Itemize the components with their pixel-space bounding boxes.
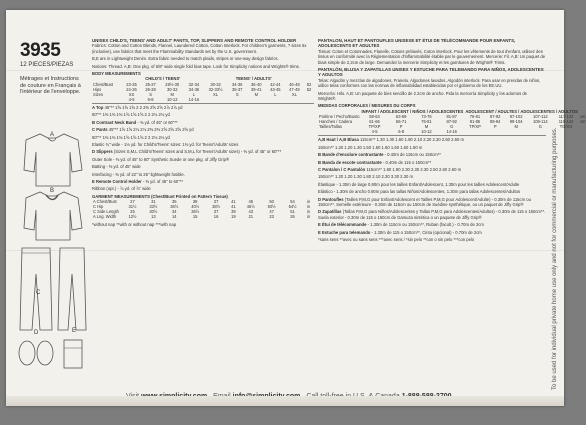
garment-row: C Side Length 25 30½ 34 36½ 37 39 43 47 51 in [93,209,311,215]
metrage-line: 150cm** 1.20 1.20 1.30 1.80 2.10 2.30 3.30 2.30 m [318,174,413,180]
body-measurements-heading: BODY MEASUREMENTS [92,71,141,77]
fabrics-text: Fabrics: Cotton and Cotton Blends, Flannel, Laundered Cotton, Cotton Interlock. For children's garments, ? sizes 6x (inclusive), use fabrics that meet the Flammability Standards set by the U.S. government. [92,43,307,54]
english-footnote: *without nap **with or without nap ***with nap [92,221,177,227]
metrage-line: A,B Haut / A,B Blusa 115cm** 1.30 1.30 1.60 1.90 2.10 2.20 2.30 2.50 2.60 m [318,137,464,143]
metrage-line: Elástico - 1.30m de ancho 0.80m para las tallas Niños/Adolescentes, 1.30m para tallas Adolescentes/Adultos [318,189,521,195]
metrage-line: D Pantoufles (Tailles P,M,G pour Enfant/Adolescent et Tailles P,M,G pour Adolescent/Adulte) - 0.30m de 115cm ou 150cm**. Semelle extérieure - 0.30m de 115cm ou 150cm de Suédine synthétique, ou un paquet de Jiffy Grip® [318,196,531,207]
garment-measurements-heading: GARMENT MEASUREMENTS (Chest/Bust Printed on Pattern Tissue) [92,193,228,199]
medidas-heading: MEDIDAS CORPORALES / MESURES DU CORPS [318,103,416,109]
metrage-line: B Banda de escote contrastante - 0.40m de 115 o 150cm** [318,159,432,165]
view-e-label: E [72,328,77,334]
divider [92,103,314,104]
yardage-line: Interfacing - ⅜ yd. of 22" to 25" lightweight fusible. [92,171,185,177]
yardage-line: Ribbon (opt.) - ⅞ yd. of ⅞" wide [92,186,151,192]
cadera-row: Hanches / Cadera 61-66 66-71 76-81 87-92 81-85 89-94 99-104 109-114 119-124 cm [319,119,586,125]
slippers-sketch-d [16,338,56,368]
yardage-line: A Top 45"** 1⅝ 1⅝ 1⅝ 2 2 2⅜ 2⅝ 2⅝ 2⅞ 2⅞ yd [92,104,183,110]
pecho-row: Poitrine / Pecho/Busto 58-63 63-69 73-76 81-87 76-81 87-92 97-102 107-112 117-122 cm [319,113,586,119]
view-d-label: D [34,330,39,336]
pattern-envelope-back [6,10,586,406]
header-adult-es: ADOLESCENT / ADULTES / ADOLESCENTES / ADULTOS [465,108,578,114]
french-title: PANTALON, HAUT ET PANTOUFLES UNISEXE ET ÉTUI DE TÉLÉCOMMANDE POUR ENFANTS, ADOLESCENTS ET ADULTES [318,38,516,49]
side-note: To be used for individual private home use only and not for commercial or manufacturing purposes. [552,127,558,390]
yardage-line: Batting - ⅜ yd. of 45" wide [92,164,141,170]
torn-edge [6,396,564,406]
metrage-line: C Pantalon / C Pantalón 115cm** 1.60 1.90 2.30 2.30 2.30 2.50 2.60 2.60 m [318,166,462,172]
yardage-line: B Contrast Neck Band - ⅜ yd. of 45" or 60"** [92,119,178,125]
knits-text: B,E are in Lightweight Denim. Extra fabric needed to match plaids, stripes or one-way design fabrics. [92,56,279,62]
header-child-es: INFANT / ADOLESCENT / NIÑOS / ADOLESCENTES [361,108,464,114]
garment-row: A Lng. Width 12½ 13 14 15 16 19 21 23 26 in [93,214,311,220]
yardage-line: 60"** 1⅜ 1⅜ 1⅜ 1⅝ 1⅝ 1⅝ 2 2 2⅛ 2⅛ yd [92,112,170,118]
tallas-row: Tailles/Tallas TP/XP P M G TP/XP P M G TG/XG [319,124,573,130]
merceria-text: Mercería: Hilo. A,B: Un paquete de bies sencillo de 2.2cm de ancho. Pida la mercería Simplicity y los adornos de Wrights®. [318,90,528,102]
divider [318,135,546,136]
yardage-line: D Slippers (Sizes S,M,L Child's/Teens' sizes and S,M,L for Teens'/Adults' sizes) - ⅜ yd. of 45" or 60"** [92,149,282,155]
header-child: CHILD'S / TEENS' [145,76,181,82]
metrage-line: 150cm** 1.20 1.20 1.30 1.50 1.60 1.60 1.60 1.60 1.80 m [318,144,423,150]
left-column [6,10,91,390]
view-b-label: B [50,188,55,194]
view-a-label: A [50,132,55,138]
top-sketch-b [18,188,88,244]
yardage-lines [92,105,314,192]
garment-row: C Hip 31½ 33½ 36½ 40½ 38½ 41 46½ 50½ 54½ in [93,204,311,210]
remote-holder-sketch-e [60,336,86,372]
french-instructions-note: Métrages et Instructions de couture en Français à l'intérieur de l'enveloppe. [20,76,81,95]
metrage-line: D Zapatillas (Tallas P,M,G para Niños/Adolescentes y Tallas P,M,G para Adolescentes/Adultos) - 0.30m de 115 o 150cm**. Suela exterior - 0.30m de 115 o 150cm de Gamuza sintética o un paquete de Jiffy Grip® [318,209,546,220]
metrage-line: B Bande d'encolure contrastante - 0.40m de 115cm ou 150cm** [318,152,441,158]
body-measurements-table [92,76,314,101]
yardage-line: 60"** 1⅜ 1⅜ 1⅜ 1⅝ 1⅝ 1⅝ 2 2 2⅛ 2⅛ yd [92,134,170,140]
pants-sketch-c2 [56,244,88,334]
english-title: UNISEX CHILD'S, TEENS' AND ADULT' PANTS, TOP, SLIPPERS AND REMOTE CONTROL HOLDER [92,38,297,43]
sizes-row-2: 4-5 6-8 10-12 14-16 [128,96,200,102]
telas-text: Telas: Algodón y mezclas de algodones, Franela, Algodones lavados, Algodón interlock. Para usar en prendas de niños, utilice telas conformes con las normas de inflamabilidad establecidas por el gobierno de los EE.UU. [318,77,541,89]
medidas-table [318,109,586,134]
header-adult: TEENS' / ADULTS' [235,76,272,82]
pattern-number: 3935 [20,40,61,61]
spanish-footnote: *sans sens **avec ou sans sens ***avec sens / *sin pelo **con o sin pelo ***con pelo [318,237,475,243]
metrage-line: Élastique - 1.30m de large 0.80m pour les tailles Enfant/Adolescent, 1.30m pour les tailles Adolescent/Adulte [318,181,520,187]
hips-row: Hips 24-26 26-28 30-32 34-36 32-33½ 35-37 39-41 43-45 47-49 52 [93,86,312,92]
metrage-line: E Estuche para telemando - 1.30m de 115 o 150cm**, Cinta (opcional) - 0.70m de 2cm [318,229,482,235]
top-sketch-a [18,130,88,190]
yardage-line: E Remote Control Holder - ⅜ yd. of 45" to 60"** [92,178,183,184]
yardage-line: C Pants 45"** 1⅝ 1⅝ 2⅛ 2⅛ 2⅜ 2⅜ 2⅝ 2⅝ 2⅝ 2⅝ yd [92,127,194,133]
tallas-row-2: 4-5 6-8 10-12 14-16 [371,129,457,135]
pants-sketch-c [16,244,56,334]
metrage-line: E Étui de télécommande - 1.30m de 115cm ou 150cm**, Ruban (facult.) - 0.70m de 2cm [318,222,484,228]
chest-row: Chest/Bust 23-25 25-27 28½-30 32-34 30-32 34-36 36-40 42-44 46-48 52 [93,81,312,87]
spanish-title: PANTALÓN, BLUSA Y ZAPATILLAS UNISEX Y ESTUCHE PARA TELEMANDO PARA NIÑOS, ADOLESCENTES Y ADULTOS [318,67,544,78]
pieces-count: 12 PIECES/PIEZAS [20,62,74,68]
french-text: Tissus: Coton et Cotonnades, Flanelle, Cotons prélavés, Coton interlock. Pour les vêtements de tout d'enfant, utilisez des tissus en conformité avec la Réglementation d'Inflammabilité établie par le gouvernement. Mercerie: Fil. A,B: Un paquet de biais simple de 2,2cm de large. Demandez la mercerie Simplicity et les garnitures de Wrights® Trims. [318,48,546,65]
yardage-line: Outer Sole - ⅜ yd. of 45" to 60" Synthetic Suede or one pkg. of Jiffy Grip® [92,156,230,162]
garment-measurements-table [92,199,314,219]
notions-text: Notions: Thread. A,B: One pkg. of 5/8" wide single fold bias tape. Look for Simplicity notions and Wrights® trims. [92,63,300,69]
sizes-row: Sizes XS S M L XL S M L XL [93,91,297,97]
english-column [92,38,314,393]
metrage-lines [318,137,546,235]
garment-row: A Chest/Bust 27 31 35 38 37 41 45 50 54 in [93,199,311,205]
view-c-label: C [36,290,41,296]
yardage-line: Elastic ¾" wide - 1⅛ yd. for Child's/Teens' sizes: 1⅜ yd. for Teens'/Adults' sizes [92,141,239,147]
